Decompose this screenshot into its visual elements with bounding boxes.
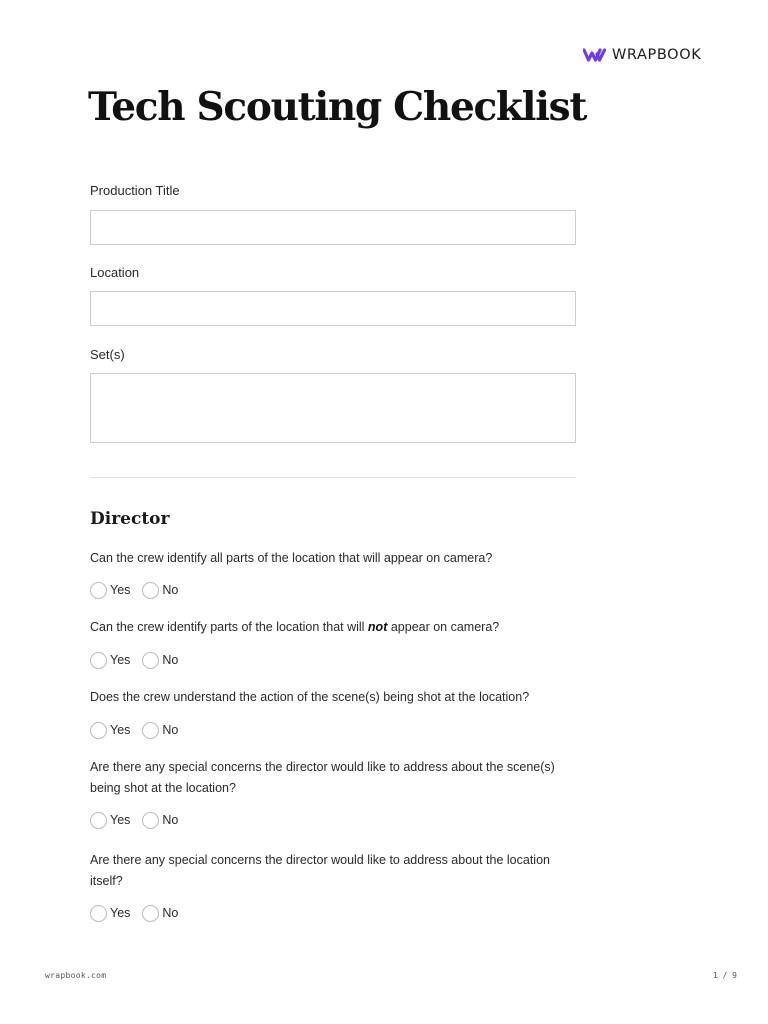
- question-2-options: [90, 651, 190, 669]
- question-1: Can the crew identify all parts of the location that will appear on camera?: [90, 551, 493, 565]
- page-title: Tech Scouting Checklist: [88, 84, 587, 130]
- yes-label: Yes: [110, 906, 131, 920]
- yes-label: Yes: [110, 723, 131, 737]
- question-4-yes-option[interactable]: [90, 812, 130, 829]
- radio-button[interactable]: [142, 905, 159, 922]
- brand-name: WRAPBOOK: [612, 47, 702, 63]
- radio-button[interactable]: [142, 812, 159, 829]
- question-5-yes-option[interactable]: [90, 905, 130, 922]
- question-5-options: [90, 904, 190, 922]
- page-number: 1 / 9: [712, 971, 737, 980]
- location-field[interactable]: [90, 291, 576, 326]
- radio-button[interactable]: [90, 652, 107, 669]
- question-2-text-after: appear on camera?: [387, 620, 500, 634]
- radio-button[interactable]: [142, 582, 159, 599]
- no-label: No: [162, 583, 179, 597]
- question-2-yes-option[interactable]: [90, 652, 130, 669]
- sets-field[interactable]: [90, 373, 576, 443]
- question-2-text-before: Can the crew identify parts of the location that will: [90, 620, 368, 634]
- question-2-no-option[interactable]: [142, 652, 178, 669]
- yes-label: Yes: [110, 653, 131, 667]
- question-4: Are there any special concerns the director would like to address about the scene(s) being shot at the location?: [90, 760, 555, 795]
- sets-label: Set(s): [90, 347, 125, 362]
- production-title-field[interactable]: [90, 210, 576, 245]
- question-1-options: [90, 581, 190, 599]
- question-1-yes-option[interactable]: [90, 582, 130, 599]
- radio-button[interactable]: [90, 582, 107, 599]
- wrapbook-logo: [583, 46, 701, 64]
- question-5: Are there any special concerns the director would like to address about the location itself?: [90, 853, 550, 888]
- production-title-label: Production Title: [90, 183, 180, 198]
- radio-button[interactable]: [90, 905, 107, 922]
- question-2: [90, 617, 582, 638]
- question-3-yes-option[interactable]: [90, 722, 130, 739]
- no-label: No: [162, 653, 179, 667]
- radio-button[interactable]: [90, 722, 107, 739]
- footer-site: wrapbook.com: [45, 971, 107, 980]
- question-4-options: [90, 811, 190, 829]
- question-4-no-option[interactable]: [142, 812, 178, 829]
- section-divider: [90, 477, 576, 478]
- question-1-no-option[interactable]: [142, 582, 178, 599]
- question-3-no-option[interactable]: [142, 722, 178, 739]
- wrapbook-logo-icon: [583, 48, 606, 62]
- radio-button[interactable]: [142, 722, 159, 739]
- no-label: No: [162, 723, 179, 737]
- yes-label: Yes: [110, 583, 131, 597]
- yes-label: Yes: [110, 813, 131, 827]
- question-3: Does the crew understand the action of the scene(s) being shot at the location?: [90, 690, 530, 704]
- radio-button[interactable]: [142, 652, 159, 669]
- no-label: No: [162, 813, 179, 827]
- question-2-emphasis: not: [367, 620, 388, 634]
- radio-button[interactable]: [90, 812, 107, 829]
- no-label: No: [162, 906, 179, 920]
- question-5-no-option[interactable]: [142, 905, 178, 922]
- question-3-options: [90, 721, 190, 739]
- section-title-director: Director: [90, 509, 170, 529]
- location-label: Location: [90, 265, 140, 280]
